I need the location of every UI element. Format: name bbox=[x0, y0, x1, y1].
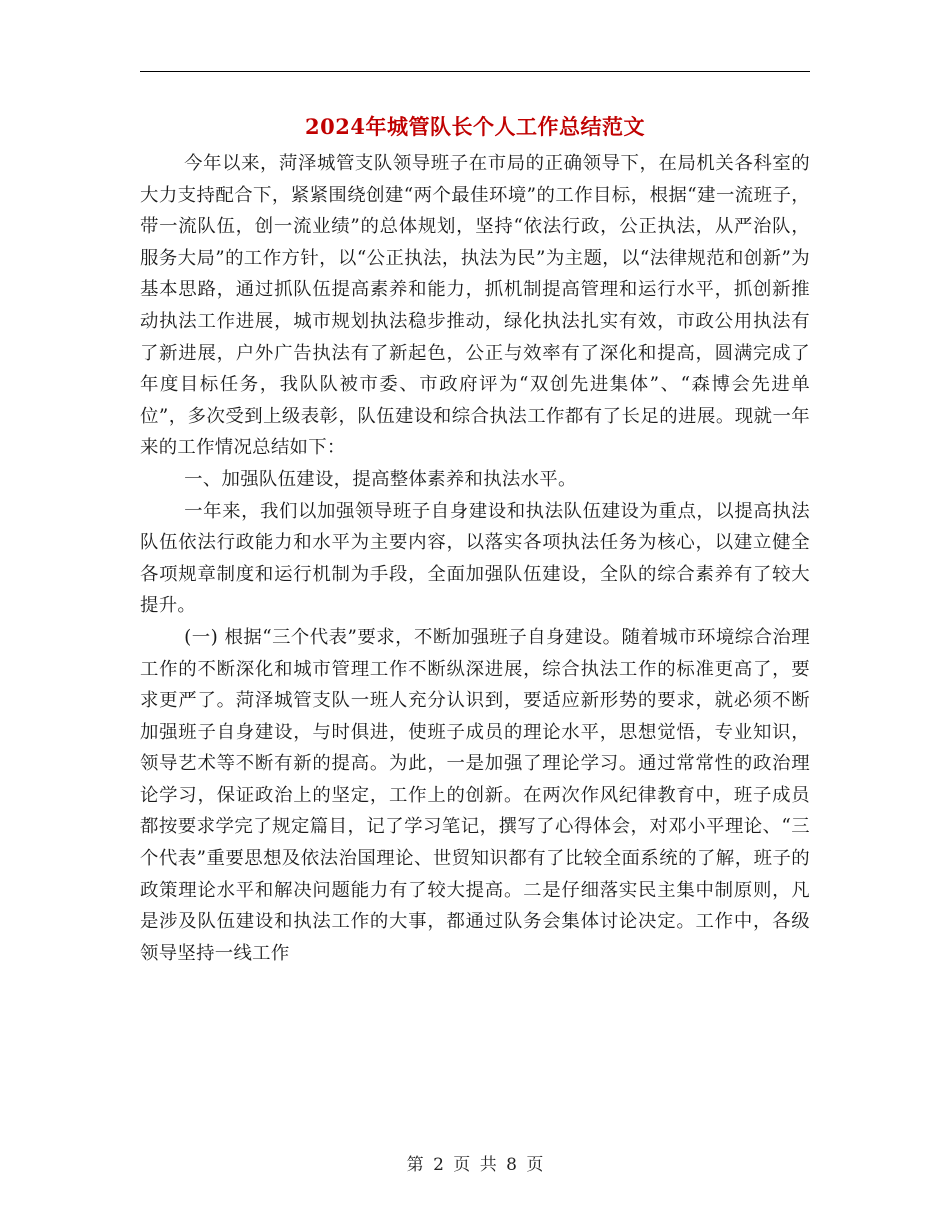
document-title: 2024年城管队长个人工作总结范文 bbox=[305, 114, 645, 139]
paragraph-section-heading: 一、加强队伍建设，提高整体素养和执法水平。 bbox=[184, 468, 577, 490]
header-rule bbox=[140, 71, 810, 72]
paragraph-section-summary: 一年来，我们以加强领导班子自身建设和执法队伍建设为重点，以提高执法队伍依法行政能力和水平为主要内容，以落实各项执法任务为核心，以建立健全各项规章制度和运行机制为手段，全面加强队伍建设，全队的综合素养有了较大提升。 bbox=[140, 500, 810, 617]
document-body bbox=[140, 148, 810, 969]
paragraph-subsection-one: (一) 根据“三个代表”要求，不断加强班子自身建设。随着城市环境综合治理工作的不断深化和城市管理工作不断纵深进展，综合执法工作的标准更高了，要求更严了。菏泽城管支队一班人充分认识到，要适应新形势的要求，就必须不断加强班子自身建设，与时俱进，使班子成员的理论水平，思想觉悟，专业知识，领导艺术等不断有新的提高。为此，一是加强了理论学习。通过常常性的政治理论学习，保证政治上的坚定，工作上的创新。在两次作风纪律教育中，班子成员都按要求学完了规定篇目，记了学习笔记，撰写了心得体会，对邓小平理论、“三个代表”重要思想及依法治国理论、世贸知识都有了比较全面系统的了解，班子的政策理论水平和解决问题能力有了较大提高。二是仔细落实民主集中制原则，凡是涉及队伍建设和执法工作的大事，都通过队务会集体讨论决定。工作中，各级领导坚持一线工作 bbox=[140, 626, 810, 964]
page-number-footer: 第 2 页 共 8 页 bbox=[406, 1155, 544, 1175]
paragraph-intro: 今年以来，菏泽城管支队领导班子在市局的正确领导下，在局机关各科室的大力支持配合下，紧紧围绕创建“两个最佳环境”的工作目标，根据“建一流班子，带一流队伍，创一流业绩”的总体规划，坚持“依法行政，公正执法，从严治队，服务大局”的工作方针，以“公正执法，执法为民”为主题，以“法律规范和创新”为基本思路，通过抓队伍提高素养和能力，抓机制提高管理和运行水平，抓创新推动执法工作进展，城市规划执法稳步推动，绿化执法扎实有效，市政公用执法有了新进展，户外广告执法有了新起色，公正与效率有了深化和提高，圆满完成了年度目标任务，我队队被市委、市政府评为“双创先进集体”、“森博会先进单位”，多次受到上级表彰，队伍建设和综合执法工作都有了长足的进展。现就一年来的工作情况总结如下： bbox=[140, 153, 810, 459]
